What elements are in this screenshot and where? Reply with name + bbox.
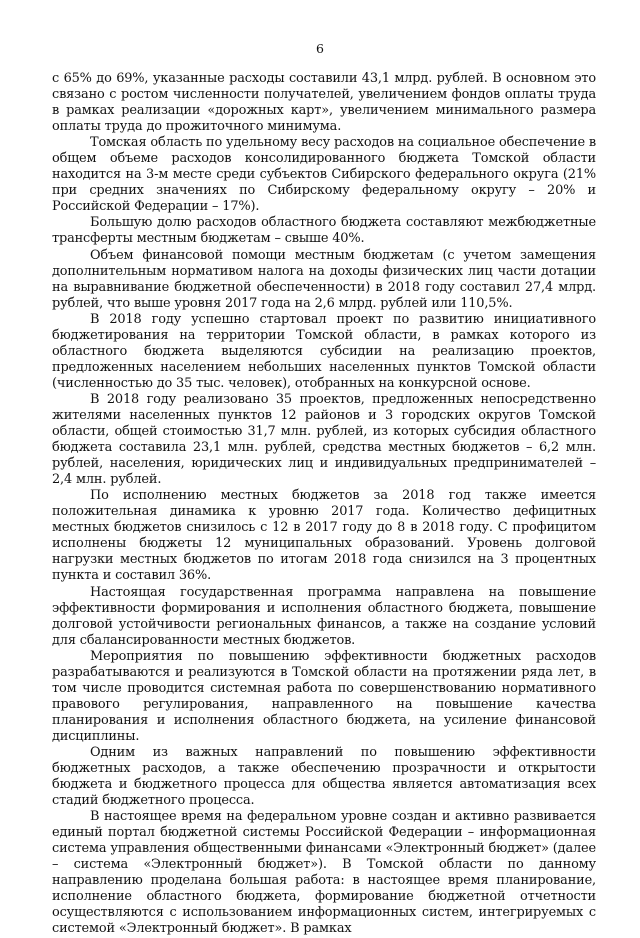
page-number: 6	[316, 41, 324, 56]
paragraph-11: В настоящее время на федеральном уровне создан и активно развивается единый портал бюджетной системы Российской Федерации – информационная система управления общественными финансами «Электронный бюджет» (далее – система «Электронный бюджет»). В Томской области по данному направлению проделана большая работа: в настоящее время планирование, исполнение областного бюджета, формирование бюджетной отчетности осуществляются с использованием информационных систем, интегрируемых с системой «Электронный бюджет». В рамках	[52, 809, 596, 937]
paragraph-5: В 2018 году успешно стартовал проект по развитию инициативного бюджетирования на территории Томской области, в рамках которого из областного бюджета выделяются субсидии на реализацию проектов, предложенных населением небольших населенных пунктов Томской области (численностью до 35 тыс. человек), отобранных на конкурсной основе.	[52, 311, 596, 391]
paragraph-8: Настоящая государственная программа направлена на повышение эффективности формирования и исполнения областного бюджета, повышение долговой устойчивости региональных финансов, а также на создание условий для сбалансированности местных бюджетов.	[52, 584, 596, 648]
paragraph-4: Объем финансовой помощи местным бюджетам (с учетом замещения дополнительным нормативом налога на доходы физических лиц части дотации на выравнивание бюджетной обеспеченности) в 2018 году составил 27,4 млрд. рублей, что выше уровня 2017 года на 2,6 млрд. рублей или 110,5%.	[52, 247, 596, 311]
paragraph-3: Большую долю расходов областного бюджета составляют межбюджетные трансферты местным бюджетам – свыше 40%.	[52, 215, 596, 247]
paragraph-6: В 2018 году реализовано 35 проектов, предложенных непосредственно жителями населенных пунктов 12 районов и 3 городских округов Томской области, общей стоимостью 31,7 млн. рублей, из которых субсидия областного бюджета составила 23,1 млн. рублей, средства местных бюджетов – 6,2 млн. рублей, населения, юридических лиц и индивидуальных предпринимателей – 2,4 млн. рублей.	[52, 391, 596, 488]
body-text	[52, 71, 596, 938]
paragraph-9: Мероприятия по повышению эффективности бюджетных расходов разрабатываются и реализуются в Томской области на протяжении ряда лет, в том числе проводится системная работа по совершенствованию нормативного правового регулирования, направленного на повышение качества планирования и исполнения областного бюджета, на усиление финансовой дисциплины.	[52, 648, 596, 744]
paragraph-7: По исполнению местных бюджетов за 2018 год также имеется положительная динамика к уровню 2017 года. Количество дефицитных местных бюджетов снизилось с 12 в 2017 году до 8 в 2018 году. С профицитом исполнены бюджеты 12 муниципальных образований. Уровень долговой нагрузки местных бюджетов по итогам 2018 года снизился на 3 процентных пункта и составил 36%.	[52, 488, 596, 584]
paragraph-10: Одним из важных направлений по повышению эффективности бюджетных расходов, а также обеспечению прозрачности и открытости бюджета и бюджетного процесса для общества является автоматизация всех стадий бюджетного процесса.	[52, 744, 596, 809]
paragraph-1: с 65% до 69%, указанные расходы составили 43,1 млрд. рублей. В основном это связано с ростом численности получателей, увеличением фондов оплаты труда в рамках реализации «дорожных карт», увеличением минимального размера оплаты труда до прожиточного минимума.	[52, 71, 596, 135]
paragraph-2: Томская область по удельному весу расходов на социальное обеспечение в общем объеме расходов консолидированного бюджета Томской области находится на 3-м месте среди субъектов Сибирского федерального округа (21% при средних значениях по Сибирскому федеральному округу – 20% и Российской Федерации – 17%).	[52, 135, 596, 215]
